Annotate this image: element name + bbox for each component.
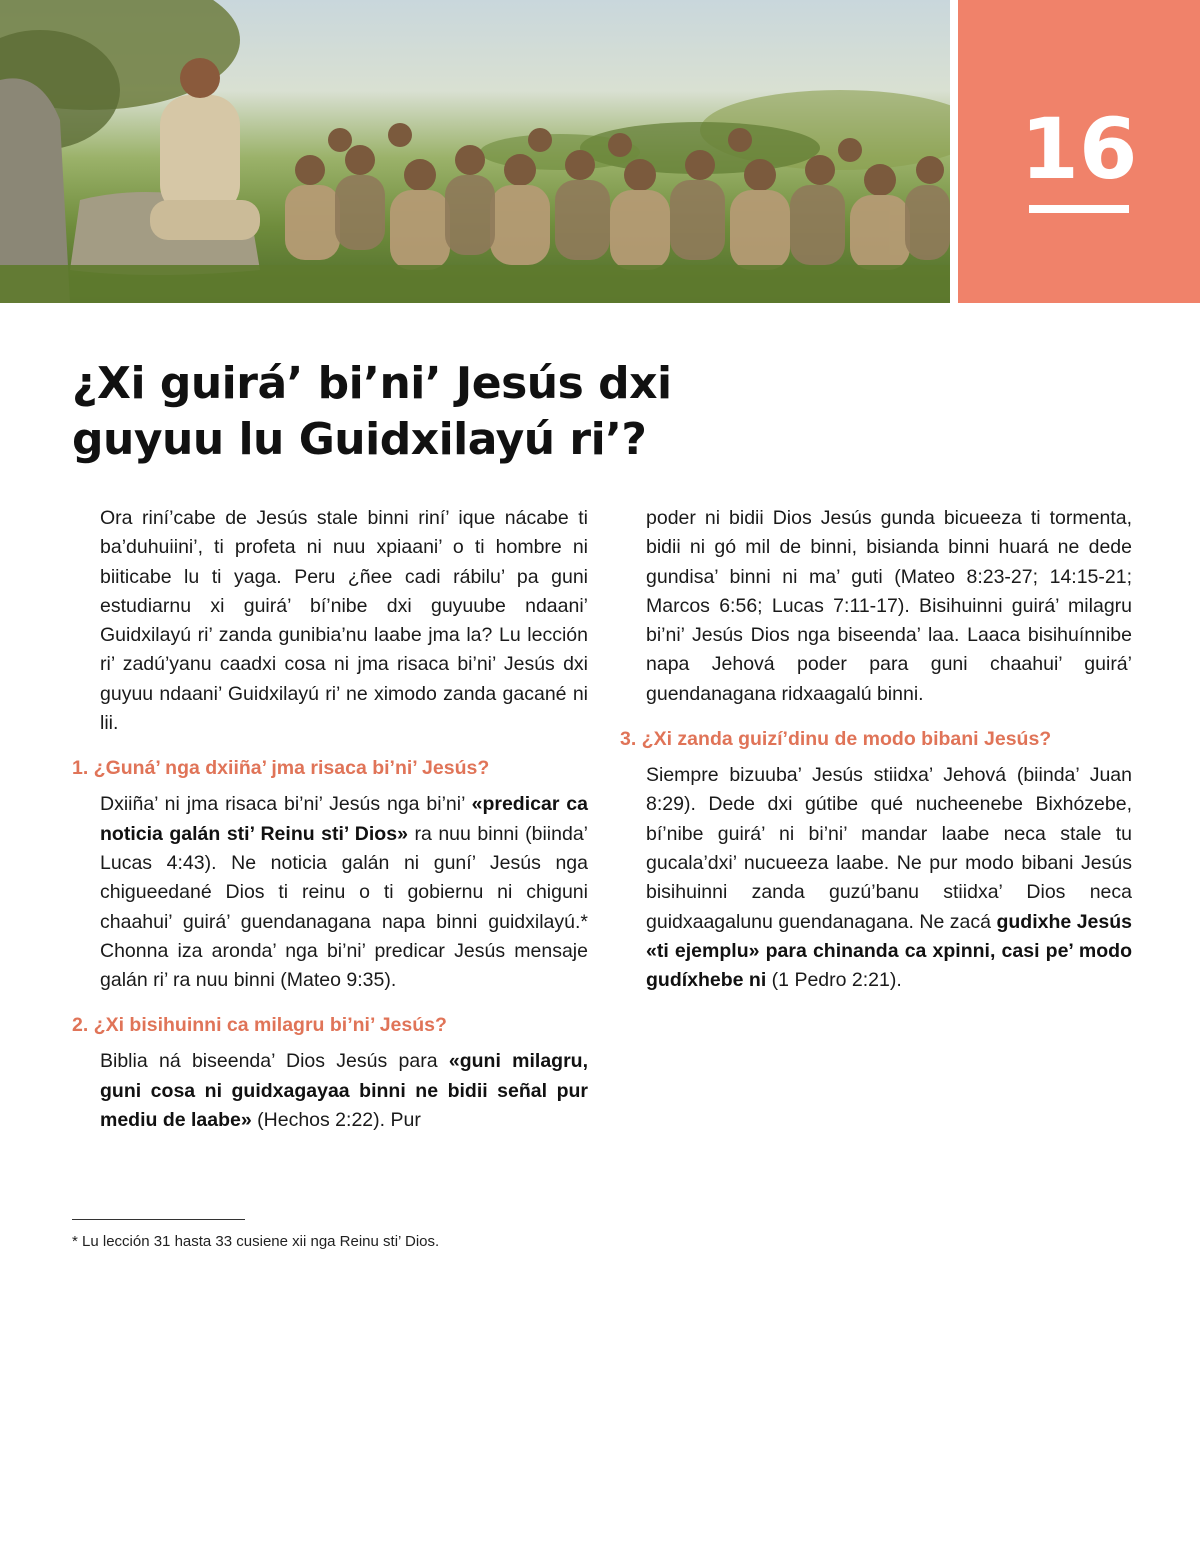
section-3-heading: 3. ¿Xi zanda guizí’dinu de modo bibani Jesús? [620,728,1052,751]
section-3-paragraph: Siempre bizuuba’ Jesús stiidxa’ Jehová (biinda’ Juan 8:29). Dede dxi gútibe qué nucheenebe Bixhózebe, bí’nibe guirá’ ni bi’ni’ mandar laabe neca stale tu gucala’dxi’ nucueeza laabe. Ne pur modo bibani Jesús bisihuinni zanda guzú’banu stiidxa’ Dios neca guidxaagalunu guendanagana. Ne zacá gudixhe Jesús «ti ejemplu» para chinanda ca xpinni, casi pe’ modo gudíxhebe ni (1 Pedro 2:21). [646,764,1132,992]
jesus-teaching-crowd-image [0,0,950,303]
footnote-divider [72,1219,245,1220]
section-1-heading: 1. ¿Guná’ nga dxiiña’ jma risaca bi’ni’ Jesús? [72,757,490,780]
hero-image [0,0,950,303]
lesson-number: 16 [1020,100,1138,198]
section-2-emphasis: «guni milagru, guni cosa ni guidxagayaa binni ne bidii señal pur mediu de laabe» [100,1050,588,1132]
section-2-text-after: (Hechos 2:22). Pur [251,1109,421,1132]
footnote: * Lu lección 31 hasta 33 cusiene xii nga Reinu sti’ Dios. [72,1233,440,1250]
lesson-number-underline [1029,205,1129,213]
lesson-number-badge [958,0,1200,303]
section-1-paragraph: Dxiiña’ ni jma risaca bi’ni’ Jesús nga bi’ni’ «predicar ca noticia galán sti’ Reinu sti’ Dios» ra nuu binni (biinda’ Lucas 4:43). Ne noticia galán ni guní’ Jesús nga chigueedané Dios ti reinu o ti gobiernu ni chiguni chaahui’ guirá’ guendanagana napa binni guidxilayú.* Chonna iza aronda’ nga bi’ni’ predicar Jesús mensaje galán ri’ ra nuu binni (Mateo 9:35). [100,793,589,992]
section-1-emphasis: «predicar ca noticia galán sti’ Reinu sti’ Dios» [100,793,588,845]
section-2-paragraph-continued: poder ni bidii Dios Jesús gunda bicueeza ti tormenta, bidii ni gó mil de binni, bisianda binni huará ne dede gundisa’ binni ni ma’ guti (Mateo 8:23-27; 14:15-21; Marcos 6:56; Lucas 7:11-17). Bisihuinni guirá’ milagru bi’ni’ Jesús Dios nga biseenda’ laa. Laaca bisihuínnibe napa Jehová poder para guni chaahui’ guirá’ guendanagana ridxaagalú binni. [646,507,1132,705]
section-2-paragraph-start: Biblia ná biseenda’ Dios Jesús para «guni milagru, guni cosa ni guidxagayaa binni ne bidii señal pur mediu de laabe» (Hechos 2:22). Pur [100,1050,588,1132]
section-2-heading: 2. ¿Xi bisihuinni ca milagru bi’ni’ Jesús? [72,1014,447,1037]
intro-paragraph: Ora riní’cabe de Jesús stale binni riní’ ique nácabe ti ba’duhuiini’, ti profeta ni nuu xpiaani’ o ti hombre ni biiticabe lu ti yaga. Peru ¿ñee cadi rábilu’ pa guni estudiarnu xi guirá’ bí’nibe dxi guyuube ndaani’ Guidxilayú ri’ zanda gunibia’nu laabe jma la? Lu lección ri’ zadú’yanu caadxi cosa ni jma risaca bi’ni’ Jesús dxi guyuu ndaani’ Guidxilayú ri’ ne ximodo zanda gacané ni lii. [100,507,588,735]
left-column [72,504,588,1135]
section-3-emphasis: gudixhe Jesús «ti ejemplu» para chinanda ca xpinni, casi pe’ modo gudíxhebe ni [646,910,1132,992]
right-column [620,504,1132,995]
page-title: ¿Xi guirá’ bi’ni’ Jesús dxi guyuu lu Guidxilayú ri’? [72,358,672,465]
